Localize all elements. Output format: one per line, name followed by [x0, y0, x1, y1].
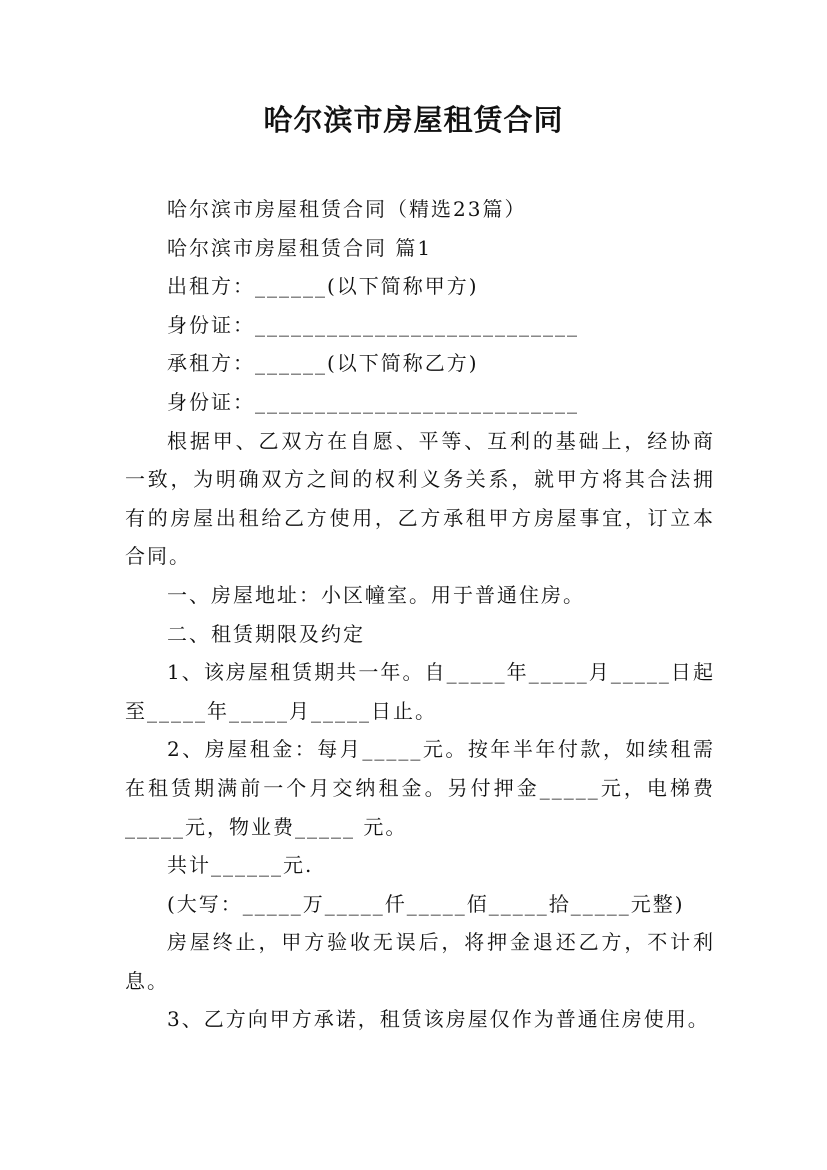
paragraph-deposit-return: 房屋终止，甲方验收无误后，将押金退还乙方，不计利息。: [125, 930, 715, 993]
paragraph-rent: 2、房屋租金：每月_____元。按年半年付款，如续租需在租赁期满前一个月交纳租金。另付押金_____元，电梯费_____元，物业费_____ 元。: [125, 737, 715, 839]
document-body: [125, 190, 715, 1039]
paragraph-lessor-id: 身份证：___________________________: [167, 312, 579, 337]
paragraph-lessee-id: 身份证：___________________________: [167, 389, 579, 414]
paragraph-total: 共计______元.: [167, 853, 314, 878]
paragraph-preamble: 根据甲、乙双方在自愿、平等、互利的基础上，经协商一致，为明确双方之间的权利义务关系，就甲方将其合法拥有的房屋出租给乙方使用，乙方承租甲方房屋事宜，订立本合同。: [125, 428, 715, 569]
paragraph-lessee: 承租方：______(以下简称乙方): [167, 351, 479, 376]
paragraph-lessor: 出租方：______(以下简称甲方): [167, 274, 479, 299]
paragraph-clause-2-heading: 二、租赁期限及约定: [167, 621, 365, 646]
paragraph-clause-1: 一、房屋地址：小区幢室。用于普通住房。: [167, 582, 585, 607]
paragraph-total-uppercase: (大写：_____万_____仟_____佰_____拾_____元整): [167, 891, 685, 916]
paragraph-usage-promise: 3、乙方向甲方承诺，租赁该房屋仅作为普通住房使用。: [167, 1007, 710, 1032]
paragraph-section-heading: 哈尔滨市房屋租赁合同 篇1: [167, 235, 433, 260]
paragraph-subtitle: 哈尔滨市房屋租赁合同（精选23篇）: [167, 197, 527, 221]
document-title: 哈尔滨市房屋租赁合同: [263, 103, 564, 137]
paragraph-lease-term: 1、该房屋租赁期共一年。自_____年_____月_____日起至_____年_____月_____日止。: [125, 660, 715, 723]
